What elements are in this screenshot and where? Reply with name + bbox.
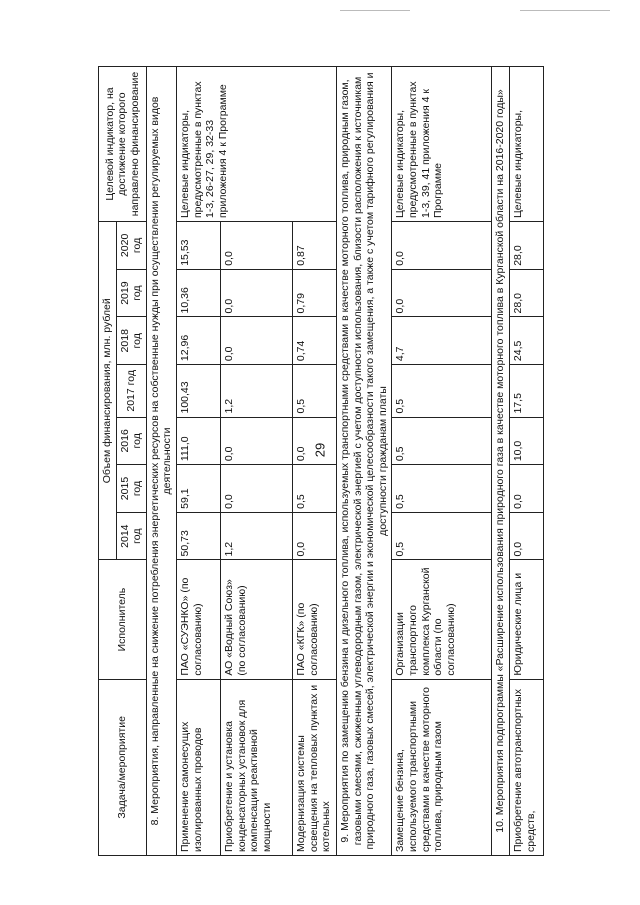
value-cell: 0,0 <box>509 512 543 560</box>
value-cell: 0,0 <box>392 222 492 270</box>
task-cell: Применение самонесущих изолированных проводов <box>176 679 220 855</box>
value-cell: 0,0 <box>292 512 336 560</box>
value-cell: 10,0 <box>509 417 543 465</box>
header-task: Задача/мероприятие <box>99 679 147 855</box>
value-cell: 111,0 <box>176 417 220 465</box>
value-cell: 0,0 <box>220 417 292 465</box>
value-cell: 0,0 <box>220 222 292 270</box>
task-cell: Приобретение автотранспортных средств, <box>509 679 543 855</box>
value-cell: 0,5 <box>292 465 336 513</box>
header-year: 2017 год <box>116 365 146 417</box>
value-cell: 0,0 <box>392 269 492 317</box>
section-10-title: 10. Мероприятия подпрограммы «Расширение использования природного газа в качестве моторного топлива в Курганской области на 2016-2020 годы» <box>492 67 510 856</box>
value-cell: 28,0 <box>509 222 543 270</box>
section-row <box>492 67 510 856</box>
value-cell: 0,0 <box>220 465 292 513</box>
indicator-cell: Целевые индикаторы, <box>509 67 543 222</box>
header-year: 2016 год <box>116 417 146 465</box>
header-year: 2014 год <box>116 512 146 560</box>
executor-cell: ПАО «КГК» (по согласованию) <box>292 560 336 679</box>
executor-cell: ПАО «СУЭНКО» (по согласованию) <box>176 560 220 679</box>
value-cell: 0,0 <box>292 417 336 465</box>
value-cell: 1,2 <box>220 512 292 560</box>
value-cell: 0,87 <box>292 222 336 270</box>
value-cell: 0,0 <box>509 465 543 513</box>
value-cell: 0,5 <box>392 465 492 513</box>
value-cell: 15,53 <box>176 222 220 270</box>
table-row <box>392 67 492 856</box>
table-row <box>509 67 543 856</box>
value-cell: 10,36 <box>176 269 220 317</box>
value-cell: 0,5 <box>292 365 336 417</box>
value-cell: 0,0 <box>220 317 292 365</box>
value-cell: 1,2 <box>220 365 292 417</box>
section-8-title: 8. Мероприятия, направленные на снижение потребления энергетических ресурсов на собственные нужды при осуществлении регулируемых видов деятельности <box>146 67 176 856</box>
value-cell: 0,5 <box>392 365 492 417</box>
executor-cell: Юридические лица и <box>509 560 543 679</box>
value-cell: 12,96 <box>176 317 220 365</box>
header-funding: Объем финансирования, млн. рублей <box>99 222 117 560</box>
header-year: 2019 год <box>116 269 146 317</box>
value-cell: 0,5 <box>392 512 492 560</box>
value-cell: 0,79 <box>292 269 336 317</box>
executor-cell: АО «Водный Союз» (по согласованию) <box>220 560 292 679</box>
value-cell: 4,7 <box>392 317 492 365</box>
value-cell: 0,5 <box>392 417 492 465</box>
header-year: 2018 год <box>116 317 146 365</box>
value-cell: 0,74 <box>292 317 336 365</box>
table-row <box>176 67 220 856</box>
header-indicator: Целевой индикатор, на достижение которого направлено финансирование <box>99 67 147 222</box>
rotated-table-wrapper <box>98 66 612 856</box>
funding-table <box>98 66 544 856</box>
value-cell: 100,43 <box>176 365 220 417</box>
header-year: 2020 год <box>116 222 146 270</box>
header-year: 2015 год <box>116 465 146 513</box>
scan-artifact-line <box>520 10 610 11</box>
task-cell: Приобретение и установка конденсаторных установок для компенсации реактивной мощности <box>220 679 292 855</box>
section-row <box>146 67 176 856</box>
value-cell: 28,0 <box>509 269 543 317</box>
task-cell: Модернизация системы освещения на тепловых пунктах и котельных <box>292 679 336 855</box>
section-9-title: 9. Мероприятия по замещению бензина и дизельного топлива, используемых транспортными средствами в качестве моторного топлива, природным газом, газовыми смесями, сжиженным углеводородным газом, электрической энергией с учетом доступности использования, близости расположения к источникам природного газа, газовых смесей, электрической энергии и экономической целесообразности такого замещения, а также с учетом тарифного регулирования и доступности гражданам платы <box>336 67 391 856</box>
table-header-row <box>99 67 117 856</box>
value-cell: 17,5 <box>509 365 543 417</box>
value-cell: 0,0 <box>220 269 292 317</box>
task-cell: Замещение бензина, используемого транспортными средствами в качестве моторного топлива, природным газом <box>392 679 492 855</box>
scan-artifact-line <box>340 10 410 11</box>
value-cell: 59,1 <box>176 465 220 513</box>
value-cell: 50,73 <box>176 512 220 560</box>
section-row <box>336 67 391 856</box>
header-executor: Исполнитель <box>99 560 147 679</box>
indicator-cell: Целевые индикаторы, предусмотренные в пунктах 1-3, 39, 41 приложения 4 к Программе <box>392 67 492 222</box>
indicator-cell: Целевые индикаторы, предусмотренные в пунктах 1-3, 26-27, 29, 32-33 приложения 4 к Программе <box>176 67 336 222</box>
value-cell: 24,5 <box>509 317 543 365</box>
executor-cell: Организации транспортного комплекса Курганской области (по согласованию) <box>392 560 492 679</box>
page-number: 29 <box>312 442 328 458</box>
